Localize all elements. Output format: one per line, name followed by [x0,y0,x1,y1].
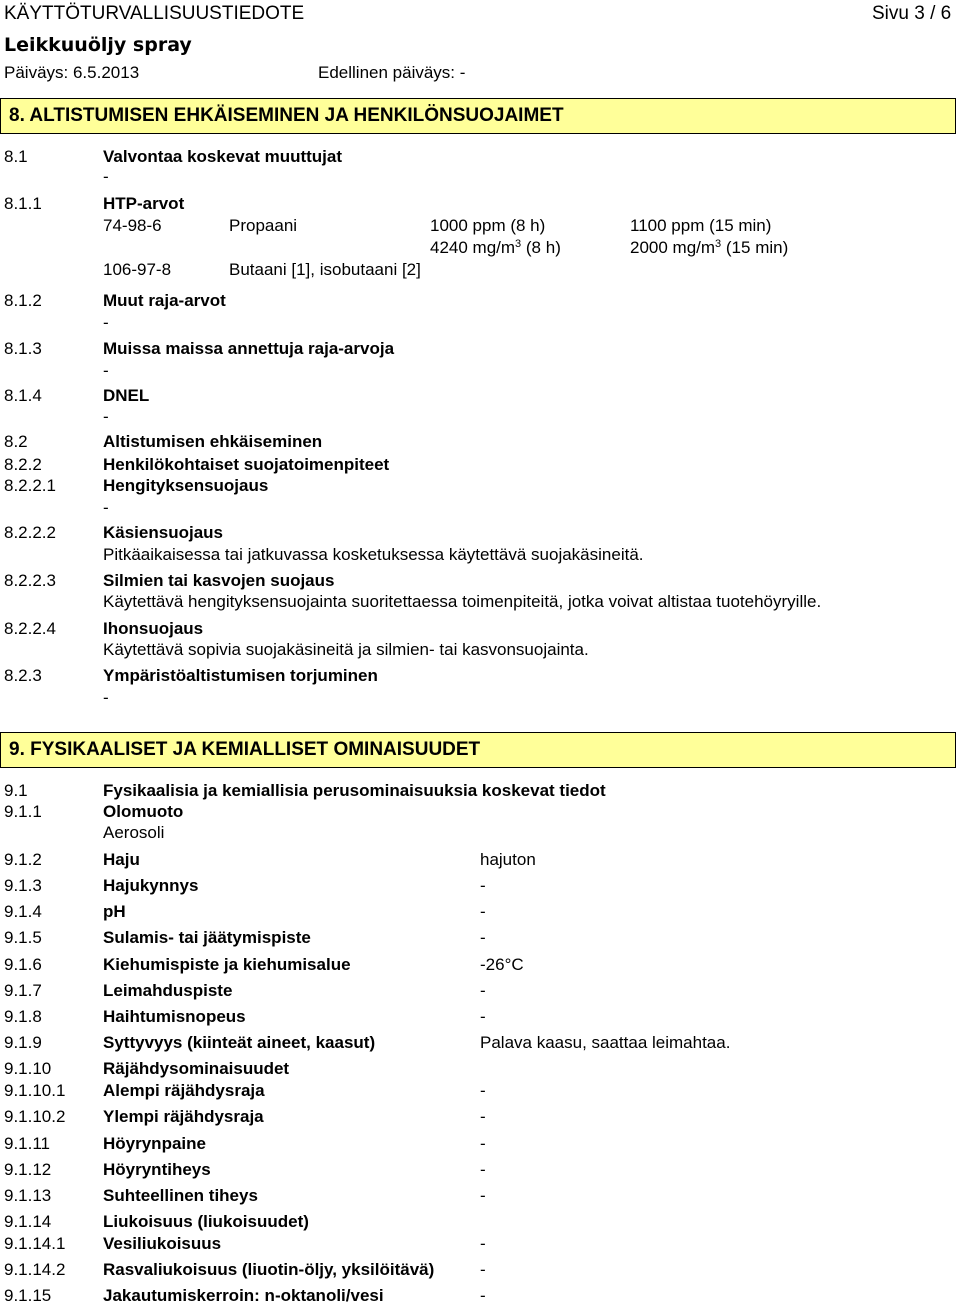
section-heading: Altistumisen ehkäiseminen [103,432,323,451]
section-value: Pitkäaikaisessa tai jatkuvassa kosketuksessa käytettävä suojakäsineitä. [103,545,644,564]
section-heading: Muissa maissa annettuja raja-arvoja [103,339,395,358]
property-label: Sulamis- tai jäätymispiste [103,928,311,947]
property-value: - [480,876,486,895]
unit-exponent: 3 [515,238,522,250]
section-heading: Valvontaa koskevat muuttujat [103,147,343,166]
property-value: - [480,1160,486,1179]
section-heading: Ympäristöaltistumisen torjuminen [103,666,378,685]
document-title: KÄYTTÖTURVALLISUUSTIEDOTE [4,3,305,24]
section-heading: Silmien tai kasvojen suojaus [103,571,335,590]
section-heading: Henkilökohtaiset suojatoimenpiteet [103,455,390,474]
section-value: - [103,313,109,332]
property-value: - [480,1286,486,1305]
property-number: 9.1.6 [4,955,42,974]
property-value: - [480,1007,486,1026]
property-label: Rasvaliukoisuus (liuotin-öljy, yksilöitävä) [103,1260,435,1279]
property-number: 9.1.14.1 [4,1234,66,1253]
property-number: 9.1.3 [4,876,42,895]
property-value: hajuton [480,850,536,869]
section-9-title: 9. FYSIKAALISET JA KEMIALLISET OMINAISUUDET [9,739,481,760]
section-9-banner [0,732,956,768]
section-value: - [103,167,109,186]
property-number: 9.1.4 [4,902,42,921]
cas-number: 106-97-8 [103,260,172,279]
section-value: - [103,361,109,380]
property-label: Jakautumiskerroin: n-oktanoli/vesi [103,1286,384,1305]
substance-name: Butaani [1], isobutaani [2] [229,260,421,279]
section-value: Käytettävä hengityksensuojainta suoritettaessa toimenpiteitä, jotka voivat altistaa tuotehöyryille. [103,592,822,611]
property-number: 9.1.14 [4,1212,52,1231]
unit-exponent: 3 [715,238,722,250]
section-number: 8.1.4 [4,386,42,405]
section-number: 8.2.2.1 [4,476,56,495]
section-heading: Käsiensuojaus [103,523,223,542]
section-number: 8.2.2.2 [4,523,56,542]
section-number: 9.1.1 [4,802,42,821]
section-heading: Olomuoto [103,802,184,821]
substance-name: Propaani [229,216,298,235]
property-number: 9.1.11 [4,1134,51,1153]
limit-15min-mg [630,238,788,258]
property-label: Ylempi räjähdysraja [103,1107,264,1126]
property-label: Syttyvyys (kiinteät aineet, kaasut) [103,1033,376,1052]
section-number: 9.1 [4,781,28,800]
property-value: - [480,902,486,921]
section-value: - [103,407,109,426]
section-heading: Fysikaalisia ja kemiallisia perusominaisuuksia koskevat tiedot [103,781,606,800]
property-number: 9.1.5 [4,928,42,947]
property-value: - [480,928,486,947]
limit-period: (15 min) [721,238,789,257]
limit-value: 2000 mg/m [630,238,716,257]
property-number: 9.1.10.2 [4,1107,66,1126]
property-label: Haju [103,850,140,869]
limit-value: 4240 mg/m [430,238,516,257]
property-label: Räjähdysominaisuudet [103,1059,290,1078]
section-number: 8.2.2.3 [4,571,56,590]
section-heading: HTP-arvot [103,194,185,213]
property-value: - [480,981,486,1000]
limit-15min: 1100 ppm (15 min) [630,216,772,235]
property-number: 9.1.12 [4,1160,52,1179]
property-number: 9.1.15 [4,1286,52,1305]
property-label: Hajukynnys [103,876,199,895]
section-heading: Ihonsuojaus [103,619,204,638]
property-label: Leimahduspiste [103,981,233,1000]
property-value: - [480,1234,486,1253]
property-label: Vesiliukoisuus [103,1234,222,1253]
section-value: Aerosoli [103,823,165,842]
section-number: 8.2 [4,432,28,451]
property-number: 9.1.9 [4,1033,42,1052]
property-label: Alempi räjähdysraja [103,1081,265,1100]
section-number: 8.1.2 [4,291,42,310]
section-heading: Hengityksensuojaus [103,476,269,495]
section-heading: DNEL [103,386,150,405]
limit-8h-mg [430,238,561,258]
property-value: - [480,1260,486,1279]
property-value: -26°C [480,955,524,974]
property-label: Haihtumisnopeus [103,1007,246,1026]
section-number: 8.1 [4,147,28,166]
property-value: - [480,1081,486,1100]
property-number: 9.1.10.1 [4,1081,66,1100]
cas-number: 74-98-6 [103,216,162,235]
section-number: 8.1.3 [4,339,42,358]
limit-8h: 1000 ppm (8 h) [430,216,546,235]
section-8-title: 8. ALTISTUMISEN EHKÄISEMINEN JA HENKILÖNSUOJAIMET [9,105,564,126]
section-number: 8.2.3 [4,666,42,685]
section-value: - [103,498,109,517]
issue-date: Päiväys: 6.5.2013 [4,63,140,82]
property-value: - [480,1186,486,1205]
property-value: - [480,1134,486,1153]
section-value: Käytettävä sopivia suojakäsineitä ja silmien- tai kasvonsuojainta. [103,640,589,659]
section-number: 8.2.2.4 [4,619,56,638]
section-8-banner [0,98,956,134]
property-label: Kiehumispiste ja kiehumisalue [103,955,351,974]
section-number: 8.1.1 [4,194,42,213]
property-number: 9.1.2 [4,850,42,869]
product-name: Leikkuuöljy spray [4,34,192,56]
previous-date: Edellinen päiväys: - [318,63,466,82]
property-number: 9.1.13 [4,1186,52,1205]
property-value: Palava kaasu, saattaa leimahtaa. [480,1033,731,1052]
property-number: 9.1.10 [4,1059,52,1078]
property-number: 9.1.8 [4,1007,42,1026]
property-label: pH [103,902,126,921]
property-label: Liukoisuus (liukoisuudet) [103,1212,309,1231]
section-number: 8.2.2 [4,455,42,474]
limit-period: (8 h) [521,238,561,257]
property-value: - [480,1107,486,1126]
property-label: Höyrynpaine [103,1134,206,1153]
property-label: Suhteellinen tiheys [103,1186,258,1205]
section-heading: Muut raja-arvot [103,291,226,310]
section-value: - [103,688,109,707]
property-label: Höyryntiheys [103,1160,211,1179]
property-number: 9.1.14.2 [4,1260,66,1279]
property-number: 9.1.7 [4,981,42,1000]
page-number: Sivu 3 / 6 [872,3,952,24]
